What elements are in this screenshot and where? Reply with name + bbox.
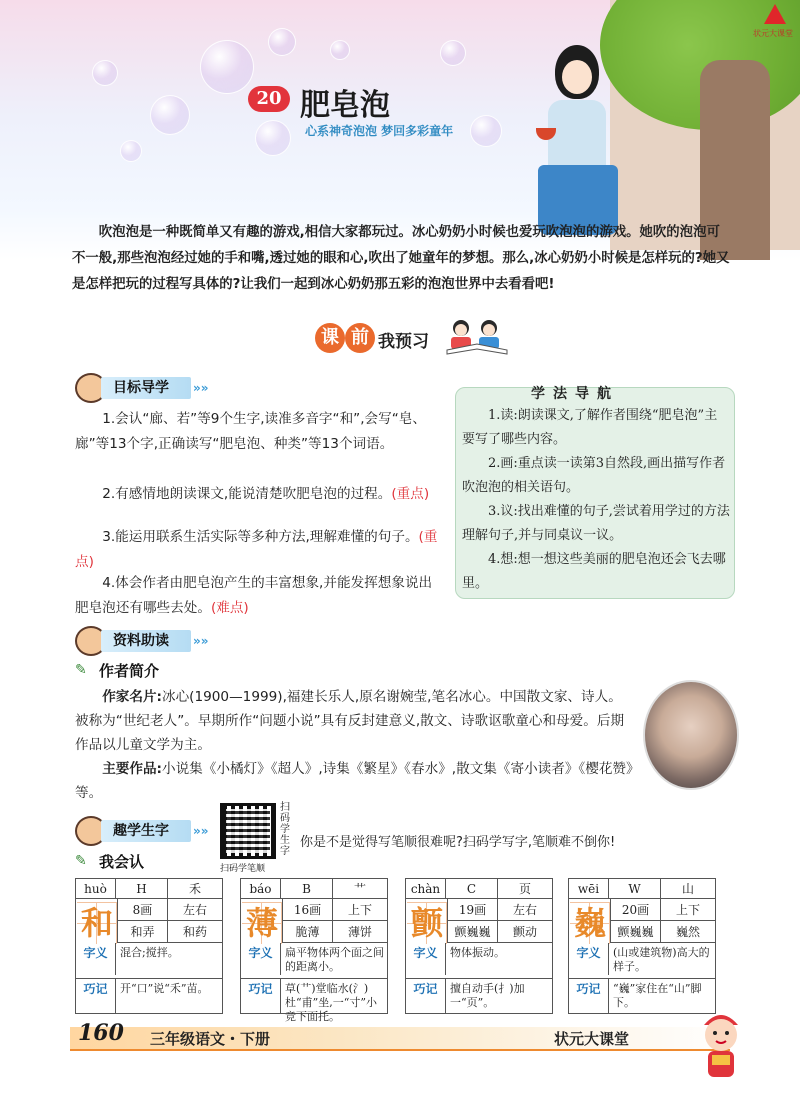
qr-code-pattern [226,809,270,853]
character-glyph: 和 [77,902,117,944]
girl-top-illustration [548,100,606,170]
mnemonic-text: 擅自动手(扌)加一“页”。 [450,982,525,1009]
radical: 艹 [353,882,366,896]
author-photo [643,680,739,790]
meaning-label: 字义 [569,943,609,975]
meaning-text: 扁平物体两个面之间的距离小。 [285,946,384,973]
mnemonic-label: 巧记 [241,979,281,1013]
goal-item: 4.体会作者由肥皂泡产生的丰富想象,并能发挥想象说出肥皂泡还有哪些去处。(难点) [75,575,433,616]
stroke-count: 16画 [283,899,333,920]
stroke-count: 8画 [118,899,168,920]
meaning-text: 混合;搅拌。 [120,946,179,959]
pinyin: chàn [406,879,446,898]
character-glyph: 颤 [407,902,447,944]
word: 脆薄 [283,921,333,942]
arrows-icon: »» [193,634,209,648]
method-item: 2.画:重点读一读第3自然段,画出描写作者吹泡泡的相关语句。 [462,456,726,495]
goal-item: 3.能运用联系生活实际等多种方法,理解难懂的句子。(重点) [75,529,438,570]
character-card [405,878,553,1014]
reading-kids-icon [443,318,513,356]
pinyin: báo [241,879,281,898]
mnemonic-label: 巧记 [76,979,116,1013]
mnemonic-text: “巍”家住在“山”脚下。 [613,982,702,1009]
structure: 左右 [512,903,537,917]
index-letter: H [116,879,168,898]
method-item: 3.议:找出难懂的句子,尝试着用学过的方法理解句子,并与同桌议一议。 [462,504,730,543]
character-glyph: 巍 [570,902,610,944]
pinyin: huò [76,879,116,898]
index-letter: B [281,879,333,898]
word: 和弄 [118,921,168,942]
goal-item: 2.有感情地朗读课文,能说清楚吹肥皂泡的过程。(重点) [102,486,430,502]
meaning-label: 字义 [406,943,446,975]
goal-item: 1.会认“廊、若”等9个生字,读准多音字“和”,会写“皂、廊”等13个字,正确读写“肥皂泡、种类”等13个词语。 [75,411,426,452]
mnemonic-label: 巧记 [406,979,446,1013]
lesson-number-badge: 20 [248,86,290,112]
structure: 左右 [182,903,207,917]
author-works: 主要作品:小说集《小橘灯》《超人》,诗集《繁星》《春水》,散文集《寄小读者》《樱花赞》等。 [75,761,633,801]
pencil-icon: ✎ [75,853,87,869]
mnemonic-label: 巧记 [569,979,609,1013]
structure: 上下 [347,903,372,917]
structure: 上下 [675,903,700,917]
author-card: 作家名片:冰心(1900—1999),福建长乐人,原名谢婉莹,笔名冰心。中国散文家、诗人。被称为“世纪老人”。早期所作“问题小说”具有反封建意义,散文、诗歌讴歌童心和母爱。后期作品以儿童文学为主。 [75,689,625,753]
stroke-count: 20画 [611,899,661,920]
arrows-icon: »» [193,381,209,395]
fun-chars-heading-text: 趣学生字 [101,820,191,842]
word: 颤巍巍 [448,921,498,942]
word: 薄饼 [347,925,372,939]
radical: 页 [518,882,531,896]
stroke-count: 19画 [448,899,498,920]
method-item: 4.想:想一想这些美丽的肥皂泡还会飞去哪里。 [462,552,726,591]
qr-tip: 你是不是觉得写笔顺很难呢?扫码学写字,笔顺难不倒你! [300,835,616,850]
qr-caption: 扫码学笔顺 [220,864,266,874]
method-title: 学法导航 [531,386,619,402]
method-item: 1.读:朗读课文,了解作者围绕“肥皂泡”主要写了哪些内容。 [462,408,718,447]
girl-face-illustration [562,60,592,94]
book-title: 三年级语文・下册 [150,1030,271,1048]
meaning-text: 物体振动。 [450,946,505,959]
intro-paragraph: 吹泡泡是一种既简单又有趣的游戏,相信大家都玩过。冰心奶奶小时候也爱玩吹泡泡的游戏。她吹的泡泡可不一般,那些泡泡经过她的手和嘴,透过她的眼和心,吹出了她童年的梦想。那么,冰心奶奶小时候是怎样玩的?她又是怎样把玩的过程写具体的?让我们一起到冰心奶奶那五彩的泡泡世界中去看看吧! [72,225,730,292]
pencil-icon: ✎ [75,662,87,678]
lesson-title: 肥皂泡 [300,88,390,123]
arrows-icon: »» [193,824,209,838]
index-letter: W [609,879,661,898]
preview-char-2: 前 [345,323,375,353]
preview-label: 我预习 [378,332,429,352]
character-card [75,878,223,1014]
meaning-label: 字义 [241,943,281,975]
mnemonic-text: 草(艹)堂临水(氵)杜“甫”坐,一“寸”小竞下面托。 [285,982,377,1023]
character-card [240,878,388,1023]
materials-heading-text: 资料助读 [101,630,191,652]
word: 和药 [182,925,207,939]
word: 颤巍巍 [611,921,661,942]
brand-logo-icon [764,4,786,24]
character-card [568,878,716,1014]
radical: 山 [681,882,694,896]
word: 巍然 [675,925,700,939]
mascot-illustration [694,1005,748,1083]
lesson-subtitle: 心系神奇泡泡 梦回多彩童年 [305,124,454,138]
radical: 禾 [188,882,201,896]
page-number: 160 [78,1020,124,1046]
mnemonic-text: 开“口”说“禾”苗。 [120,982,209,995]
goals-heading-text: 目标导学 [101,377,191,399]
qr-side-label: 扫码学生字 [280,802,290,857]
meaning-label: 字义 [76,943,116,975]
meaning-text: (山或建筑物)高大的样子。 [613,946,710,973]
index-letter: C [446,879,498,898]
pinyin: wēi [569,879,609,898]
brand-name: 状元大课堂 [554,1030,630,1048]
preview-char-1: 课 [315,323,345,353]
brand-logo-text: 状元大课堂 [753,29,793,38]
character-glyph: 薄 [242,902,282,944]
word: 颤动 [512,925,537,939]
